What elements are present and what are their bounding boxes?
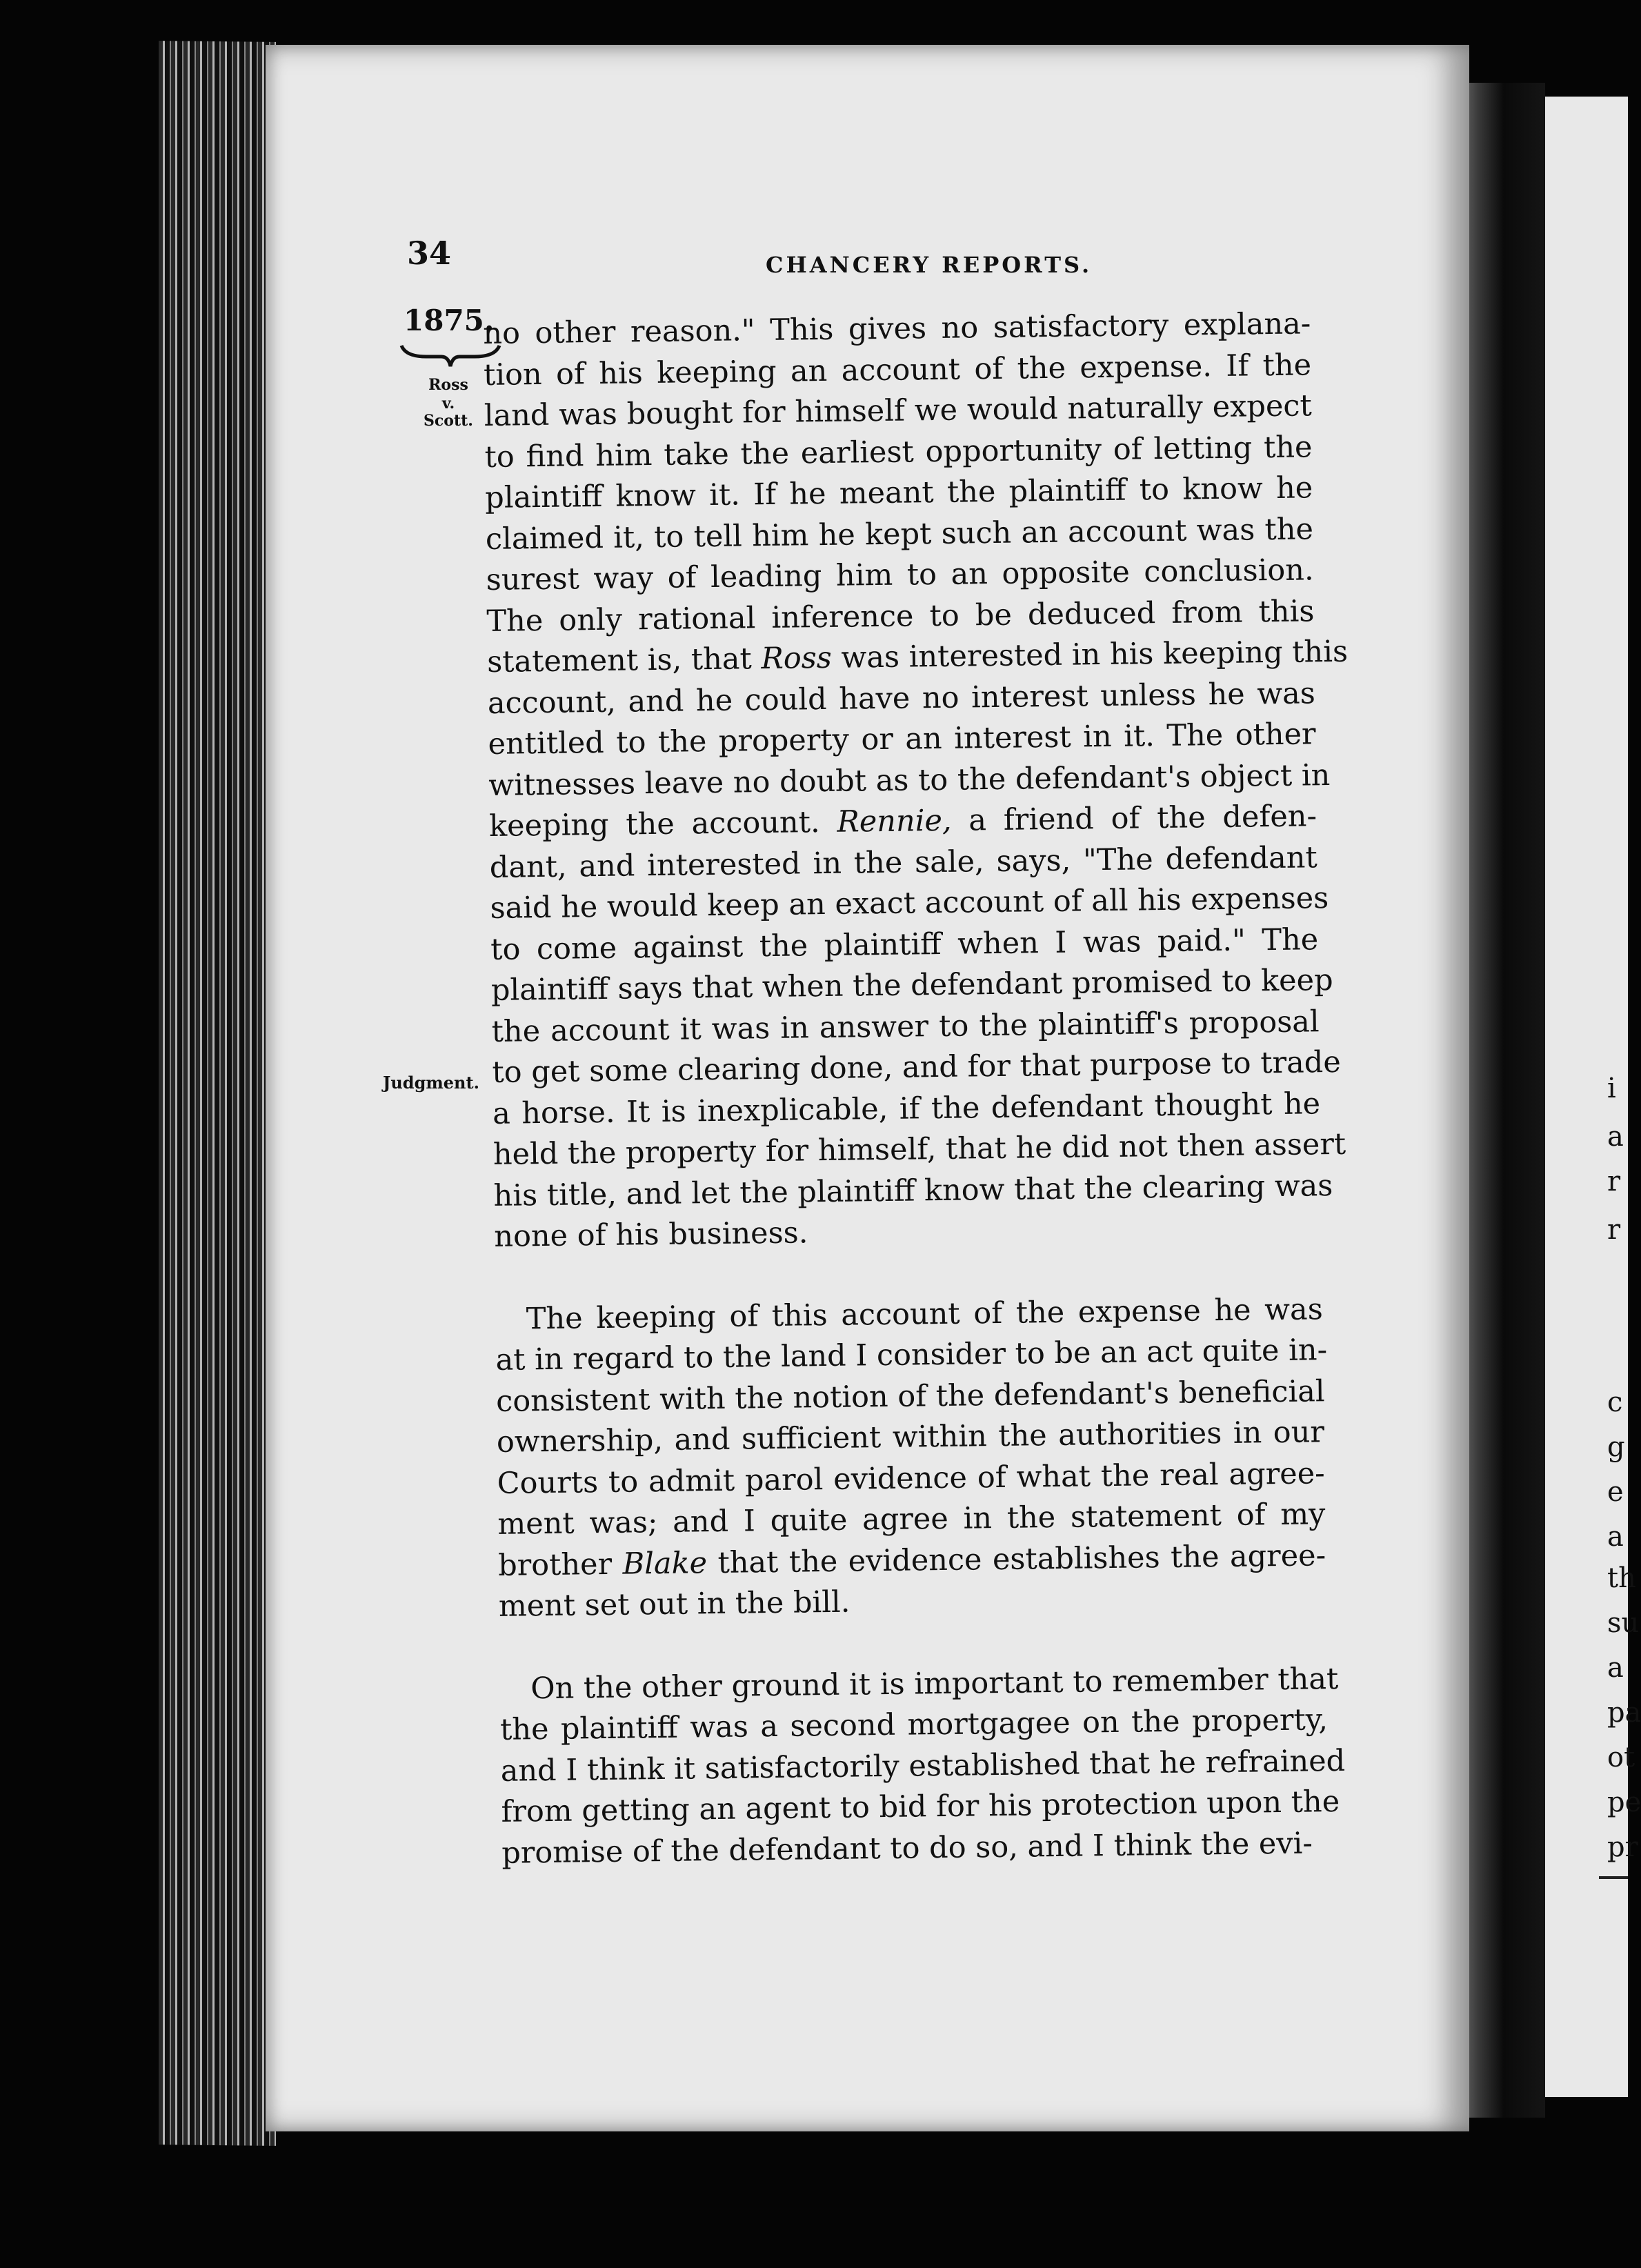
text-segment: to find him take the earliest opportunity of letting the bbox=[484, 429, 1313, 475]
margin-case-name-bottom: Scott. bbox=[424, 412, 473, 430]
text-segment: keeping the account. bbox=[488, 804, 837, 844]
text-segment: dant, and interested in the sale, says, "The defendant bbox=[489, 839, 1318, 885]
body-text bbox=[483, 304, 1349, 1873]
text-segment: none of his business. bbox=[494, 1215, 808, 1254]
text-segment: The keeping of this account of the expense he was bbox=[526, 1291, 1324, 1336]
text-segment: brother bbox=[497, 1546, 623, 1583]
margin-case-name-top: Ross bbox=[428, 376, 468, 394]
book-spine-edges bbox=[159, 41, 276, 2146]
text-segment: The only rational inference to be deduced from this bbox=[486, 593, 1315, 639]
page-number: 34 bbox=[407, 235, 452, 272]
text-segment: tion of his keeping an account of the expense. If the bbox=[483, 347, 1312, 392]
text-segment: plaintiff know it. If he meant the plaintiff to know he bbox=[484, 470, 1313, 515]
facing-page-fragment: ot bbox=[1607, 1742, 1635, 1773]
facing-page-fragment: th bbox=[1607, 1562, 1636, 1594]
facing-page-fragment: pe bbox=[1607, 1787, 1641, 1818]
text-segment: and I think it satisfactorily established that he refrained bbox=[500, 1743, 1346, 1789]
facing-page-fragment: su bbox=[1607, 1607, 1640, 1639]
margin-case-versus: v. bbox=[441, 395, 455, 412]
text-segment: ment set out in the bill. bbox=[498, 1584, 851, 1624]
text-segment: to come against the plaintiff when I was paid." The bbox=[490, 922, 1319, 967]
text-segment: the account it was in answer to the plaintiff's proposal bbox=[491, 1004, 1320, 1049]
facing-page-fragment: pa bbox=[1607, 1697, 1641, 1729]
facing-page-fragment: e bbox=[1607, 1476, 1624, 1508]
text-segment: his title, and let the plaintiff know that the clearing was bbox=[493, 1168, 1333, 1213]
text-segment: surest way of leading him to an opposite conclusion. bbox=[486, 553, 1314, 597]
text-segment: said he would keep an exact account of all his expenses bbox=[490, 881, 1329, 926]
text-segment: at in regard to the land I consider to be an act quite in- bbox=[495, 1333, 1328, 1377]
text-segment: consistent with the notion of the defendant's beneficial bbox=[495, 1373, 1325, 1419]
italic-name: Rennie, bbox=[837, 803, 952, 839]
facing-page-fragment: pr bbox=[1607, 1831, 1638, 1863]
facing-page-fragment: a bbox=[1607, 1521, 1624, 1553]
text-segment: a friend of the defen- bbox=[951, 799, 1317, 838]
text-segment: held the property for himself, that he did not then assert bbox=[493, 1126, 1346, 1172]
text-segment: from getting an agent to bid for his protection upon the bbox=[501, 1784, 1340, 1829]
text-segment: plaintiff says that when the defendant promised to keep bbox=[490, 963, 1333, 1008]
text-segment: entitled to the property or an interest in it. The other bbox=[488, 717, 1316, 762]
text-segment: was interested in his keeping this bbox=[831, 634, 1349, 675]
italic-name: Ross bbox=[761, 640, 833, 677]
text-segment: to get some clearing done, and for that purpose to trade bbox=[492, 1044, 1342, 1090]
facing-page-fragment: r bbox=[1607, 1166, 1621, 1197]
text-segment: account, and he could have no interest unless he was bbox=[487, 675, 1316, 721]
text-segment: Courts to admit parol evidence of what the real agree- bbox=[497, 1455, 1325, 1501]
running-title: CHANCERY REPORTS. bbox=[766, 252, 1093, 278]
text-segment: ownership, and sufficient within the authorities in our bbox=[496, 1415, 1325, 1460]
facing-page-fragment: r bbox=[1607, 1214, 1621, 1246]
text-segment: On the other ground it is important to remember that bbox=[530, 1661, 1339, 1706]
text-segment: that the evidence establishes the agree- bbox=[706, 1538, 1326, 1580]
facing-page-rule bbox=[1599, 1876, 1628, 1879]
margin-year: 1875. bbox=[404, 304, 495, 337]
text-segment: claimed it, to tell him he kept such an account was the bbox=[485, 511, 1314, 557]
facing-page-fragment: c bbox=[1607, 1386, 1623, 1418]
facing-page-fragment: a bbox=[1607, 1652, 1624, 1684]
facing-page-fragment: a bbox=[1607, 1121, 1624, 1153]
facing-page-fragment: i bbox=[1607, 1073, 1616, 1104]
text-segment: no other reason." This gives no satisfactory explana- bbox=[483, 306, 1311, 351]
text-segment: witnesses leave no doubt as to the defendant's object in bbox=[488, 757, 1331, 803]
text-segment: the plaintiff was a second mortgagee on the property, bbox=[499, 1702, 1329, 1747]
text-segment: land was bought for himself we would naturally expect bbox=[484, 388, 1313, 433]
italic-name: Blake bbox=[622, 1545, 708, 1582]
facing-page-fragment: g bbox=[1607, 1431, 1625, 1463]
text-segment: ment was; and I quite agree in the statement of my bbox=[497, 1497, 1326, 1542]
text-segment: promise of the defendant to do so, and I think the evi- bbox=[501, 1825, 1313, 1871]
margin-judgment-note: Judgment. bbox=[383, 1073, 479, 1093]
text-segment: a horse. It is inexplicable, if the defendant thought he bbox=[492, 1086, 1321, 1131]
text-segment: statement is, that bbox=[486, 641, 762, 679]
